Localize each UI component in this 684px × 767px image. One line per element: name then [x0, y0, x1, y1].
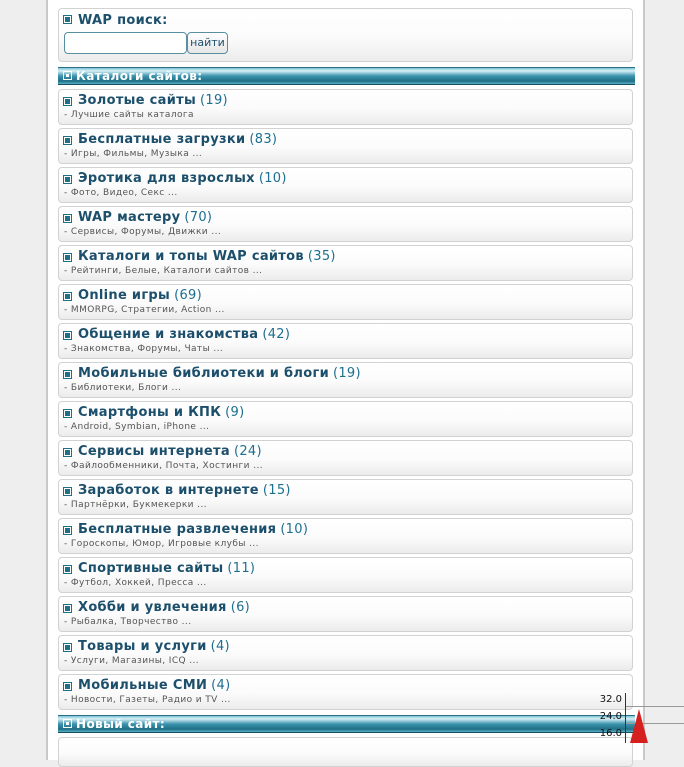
catalog-section-header — [58, 67, 635, 85]
category-item[interactable] — [58, 89, 633, 125]
category-count: (4) — [211, 678, 231, 693]
category-link[interactable]: Спортивные сайты (11) — [78, 561, 256, 576]
category-count: (83) — [249, 132, 278, 147]
category-link[interactable]: Бесплатные развлечения (10) — [78, 522, 309, 537]
bullet-icon — [63, 643, 72, 652]
section-title: Каталоги сайтов: — [76, 69, 203, 83]
category-count: (24) — [233, 444, 262, 459]
category-count: (10) — [258, 171, 287, 186]
page-container — [46, 0, 645, 760]
category-link[interactable]: Online игры (69) — [78, 288, 202, 303]
bullet-icon — [63, 136, 72, 145]
category-description: - Игры, Фильмы, Музыка ... — [64, 149, 203, 159]
collapse-icon — [63, 71, 72, 80]
category-item[interactable] — [58, 362, 633, 398]
category-item[interactable] — [58, 440, 633, 476]
category-description: - MMORPG, Стратегии, Action ... — [64, 305, 225, 315]
category-item[interactable] — [58, 518, 633, 554]
category-description: - Рейтинги, Белые, Каталоги сайтов ... — [64, 266, 263, 276]
category-count: (6) — [230, 600, 251, 615]
category-description: - Сервисы, Форумы, Движки ... — [64, 227, 222, 237]
category-description: - Библиотеки, Блоги ... — [64, 383, 182, 393]
graph-label: 24.0 — [599, 711, 622, 722]
bullet-icon — [63, 214, 72, 223]
category-count: (42) — [262, 327, 291, 342]
category-link[interactable]: Мобильные библиотеки и блоги (19) — [78, 366, 361, 381]
category-link[interactable]: Товары и услуги (4) — [78, 639, 230, 654]
category-description: - Знакомства, Форумы, Чаты ... — [64, 344, 224, 354]
category-item[interactable] — [58, 401, 633, 437]
search-title: WAP поиск: — [78, 13, 168, 28]
search-button[interactable]: найти — [187, 32, 228, 54]
bullet-icon — [63, 370, 72, 379]
graph-plot — [626, 707, 684, 743]
category-link[interactable]: Эротика для взрослых (10) — [78, 171, 287, 186]
new-site-section-header — [58, 715, 635, 733]
category-count: (11) — [227, 561, 256, 576]
category-item[interactable] — [58, 245, 633, 281]
collapse-icon — [63, 719, 72, 728]
category-description: - Лучшие сайты каталога — [64, 110, 194, 120]
category-description: - Футбол, Хоккей, Пресса ... — [64, 578, 207, 588]
category-count: (35) — [307, 249, 336, 264]
category-count: (69) — [174, 288, 202, 303]
category-item[interactable] — [58, 479, 633, 515]
section-title: Новый сайт: — [76, 717, 166, 731]
bullet-icon — [63, 292, 72, 301]
search-input[interactable] — [64, 32, 187, 54]
category-link[interactable]: Сервисы интернета (24) — [78, 444, 262, 459]
graph-spike — [630, 709, 648, 743]
category-item[interactable] — [58, 635, 633, 671]
category-description: - Партнёрки, Букмекерки ... — [64, 500, 207, 510]
category-link[interactable]: WAP мастеру (70) — [78, 210, 213, 225]
category-count: (19) — [200, 93, 228, 108]
category-link[interactable]: Мобильные СМИ (4) — [78, 678, 231, 693]
category-count: (70) — [184, 210, 213, 225]
category-link[interactable]: Общение и знакомства (42) — [78, 327, 291, 342]
category-count: (15) — [262, 483, 291, 498]
category-description: - Android, Symbian, iPhone ... — [64, 422, 210, 432]
bullet-icon — [63, 448, 72, 457]
category-item[interactable] — [58, 284, 633, 320]
category-item[interactable] — [58, 557, 633, 593]
category-count: (4) — [210, 639, 230, 654]
category-link[interactable]: Смартфоны и КПК (9) — [78, 405, 245, 420]
category-item[interactable] — [58, 167, 633, 203]
bullet-icon — [63, 331, 72, 340]
bullet-icon — [63, 15, 72, 24]
bullet-icon — [63, 487, 72, 496]
bullet-icon — [63, 175, 72, 184]
category-description: - Файлообменники, Почта, Хостинги ... — [64, 461, 263, 471]
bullet-icon — [63, 526, 72, 535]
category-description: - Фото, Видео, Секс ... — [64, 188, 178, 198]
category-description: - Рыбалка, Творчество ... — [64, 617, 192, 627]
bullet-icon — [63, 253, 72, 262]
wap-search-box — [58, 8, 633, 62]
bullet-icon — [63, 604, 72, 613]
mini-graph-widget — [596, 693, 684, 743]
category-link[interactable]: Золотые сайты (19) — [78, 93, 228, 108]
category-description: - Гороскопы, Юмор, Игровые клубы ... — [64, 539, 259, 549]
category-count: (10) — [280, 522, 309, 537]
graph-label: 32.0 — [599, 694, 622, 705]
category-link[interactable]: Хобби и увлечения (6) — [78, 600, 251, 615]
category-link[interactable]: Заработок в интернете (15) — [78, 483, 291, 498]
bullet-icon — [63, 409, 72, 418]
category-link[interactable]: Бесплатные загрузки (83) — [78, 132, 278, 147]
graph-label: 16.0 — [599, 728, 622, 739]
category-count: (19) — [332, 366, 361, 381]
category-item[interactable] — [58, 206, 633, 242]
bullet-icon — [63, 565, 72, 574]
category-item[interactable] — [58, 128, 633, 164]
category-description: - Услуги, Магазины, ICQ ... — [64, 656, 200, 666]
category-item[interactable] — [58, 596, 633, 632]
category-description: - Новости, Газеты, Радио и TV ... — [64, 695, 231, 705]
category-link[interactable]: Каталоги и топы WAP сайтов (35) — [78, 249, 336, 264]
new-site-box — [58, 737, 633, 767]
category-count: (9) — [225, 405, 245, 420]
category-item[interactable] — [58, 323, 633, 359]
bullet-icon — [63, 682, 72, 691]
category-item[interactable] — [58, 674, 633, 710]
bullet-icon — [63, 97, 72, 106]
